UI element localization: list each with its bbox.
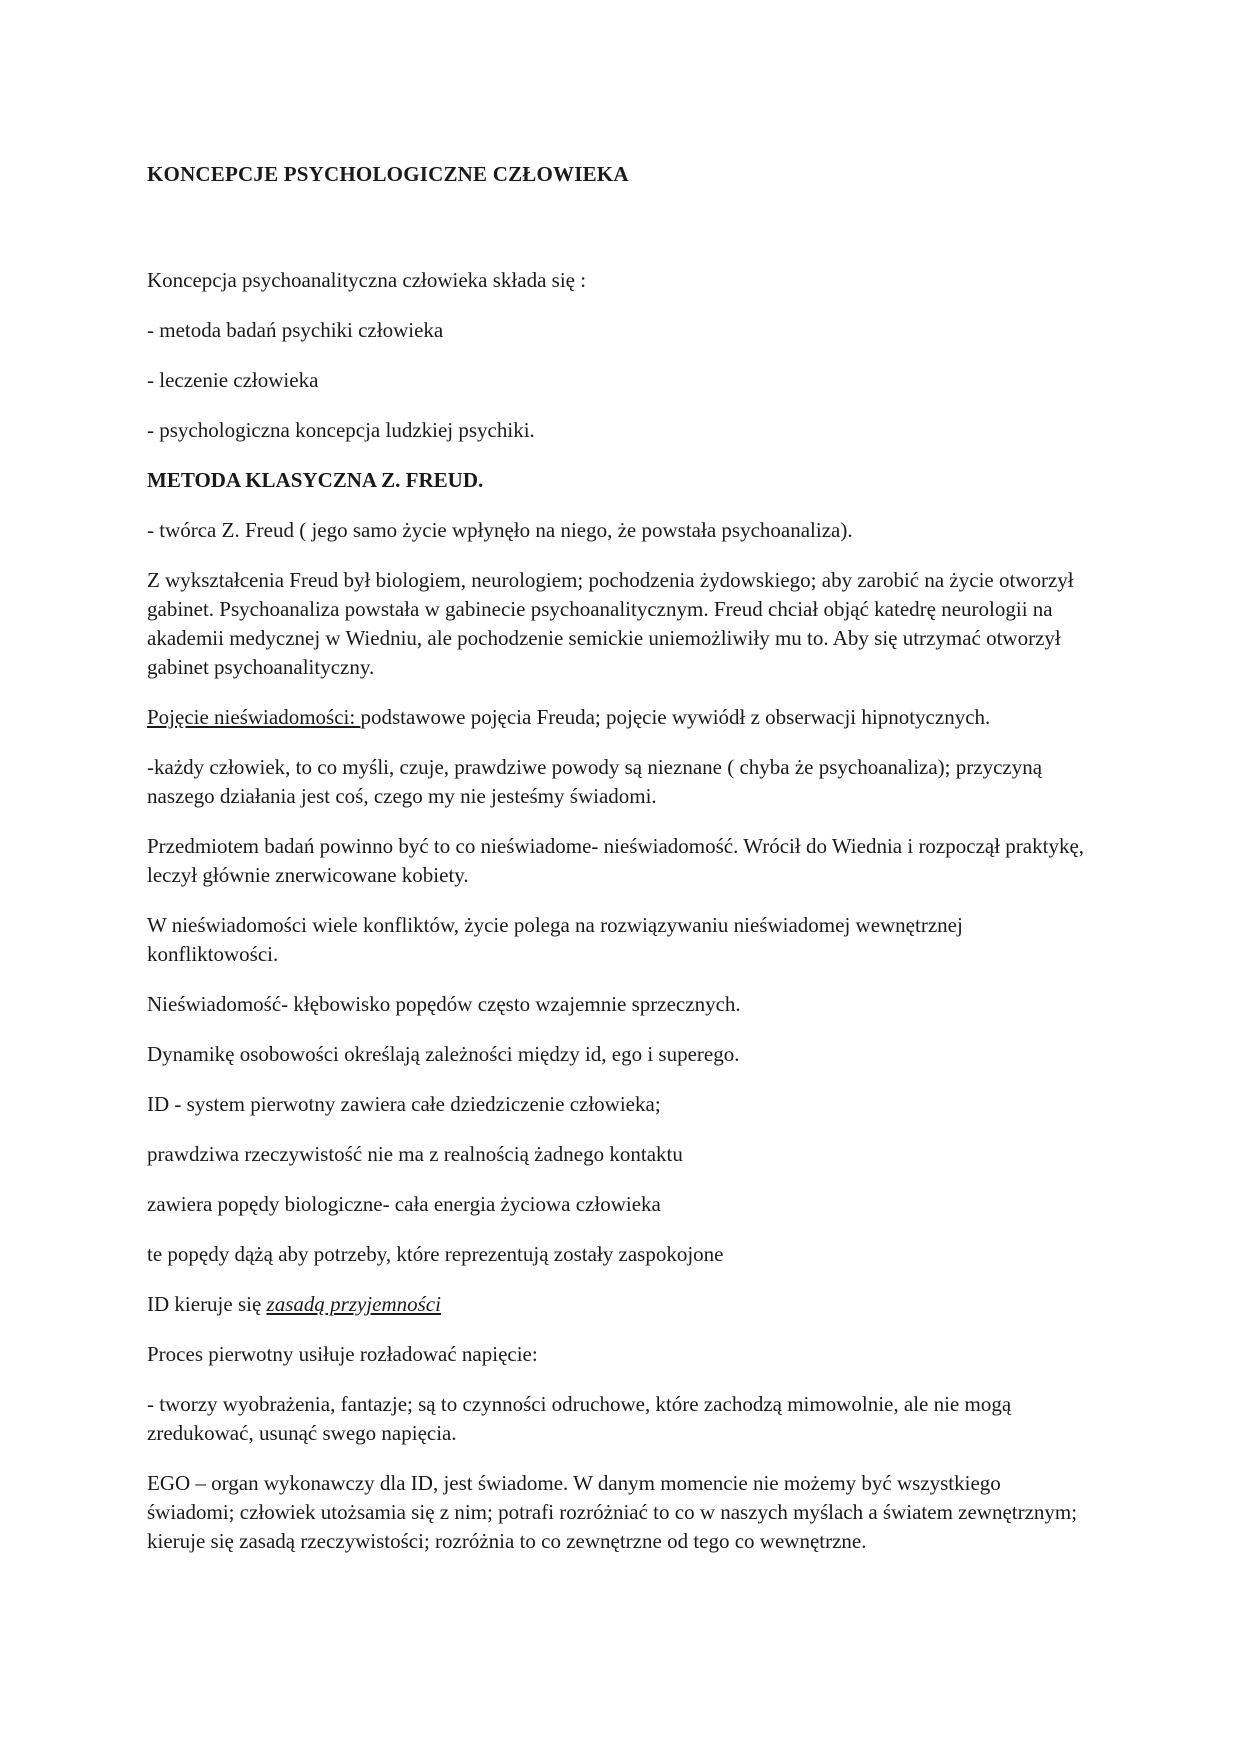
paragraph-dynamike: Dynamikę osobowości określają zależności między id, ego i superego. (147, 1042, 740, 1066)
paragraph-ego: EGO – organ wykonawczy dla ID, jest świadome. W danym momencie nie możemy być wszystkiego świadomi; człowiek utożsamia się z nim; potrafi rozróżniać to co w naszych myślach a światem zewnętrznym; kieruje się zasadą rzeczywistości; rozróżnia to co zewnętrzne od tego co wewnętrzne. (147, 1471, 1078, 1553)
paragraph-id-kieruje (147, 1290, 1087, 1319)
bullet-item: - metoda badań psychiki człowieka (147, 318, 444, 342)
bullet-item: - psychologiczna koncepcja ludzkiej psychiki. (147, 418, 535, 442)
paragraph-prawdziwa: prawdziwa rzeczywistość nie ma z realnością żadnego kontaktu (147, 1142, 683, 1166)
paragraph-konflikty: W nieświadomości wiele konfliktów, życie polega na rozwiązywaniu nieświadomej wewnętrznej konfliktowości. (147, 913, 963, 966)
paragraph-popedy: zawiera popędy biologiczne- cała energia życiowa człowieka (147, 1192, 661, 1216)
paragraph-proces: Proces pierwotny usiłuje rozładować napięcie: (147, 1342, 538, 1366)
section-heading: METODA KLASYCZNA Z. FREUD. (147, 468, 484, 492)
bullet-item: - leczenie człowieka (147, 368, 319, 392)
document-body (147, 160, 1087, 1577)
paragraph-tworzy: - tworzy wyobrażenia, fantazje; są to czynności odruchowe, które zachodzą mimowolnie, ale nie mogą zredukować, usunąć swego napięcia. (147, 1392, 1012, 1445)
paragraph-tworca: - twórca Z. Freud ( jego samo życie wpłynęło na niego, że powstała psychoanaliza). (147, 518, 853, 542)
pojecie-label: Pojęcie nieświadomości: (147, 705, 361, 729)
paragraph-wyksztalcenie: Z wykształcenia Freud był biologiem, neurologiem; pochodzenia żydowskiego; aby zarobić na życie otworzył gabinet. Psychoanaliza powstała w gabinecie psychoanalitycznym. Freud chciał objąć katedrę neurologii na akademii medycznej w Wiedniu, ale pochodzenie semickie uniemożliwiły mu to. Aby się utrzymać otworzył gabinet psychoanalityczny. (147, 568, 1074, 679)
paragraph-kazdy: -każdy człowiek, to co myśli, czuje, prawdziwe powody są nieznane ( chyba że psychoanaliza); przyczyną naszego działania jest coś, czego my nie jesteśmy świadomi. (147, 755, 1043, 808)
document-title: KONCEPCJE PSYCHOLOGICZNE CZŁOWIEKA (147, 162, 629, 186)
paragraph-klebowisko: Nieświadomość- kłębowisko popędów często wzajemnie sprzecznych. (147, 992, 741, 1016)
id-kieruje-text: ID kieruje się (147, 1292, 267, 1316)
paragraph-id-system: ID - system pierwotny zawiera całe dziedziczenie człowieka; (147, 1092, 661, 1116)
zasada-przyjemnosci: zasadą przyjemności (266, 1292, 441, 1316)
paragraph-przedmiotem: Przedmiotem badań powinno być to co nieświadome- nieświadomość. Wrócił do Wiednia i rozpoczął praktykę, leczył głównie znerwicowane kobiety. (147, 834, 1085, 887)
intro-paragraph: Koncepcja psychoanalityczna człowieka składa się : (147, 268, 587, 292)
pojecie-text: podstawowe pojęcia Freuda; pojęcie wywiódł z obserwacji hipnotycznych. (360, 705, 991, 729)
paragraph-te-popedy: te popędy dążą aby potrzeby, które reprezentują zostały zaspokojone (147, 1242, 724, 1266)
paragraph-pojecie (147, 703, 1087, 732)
